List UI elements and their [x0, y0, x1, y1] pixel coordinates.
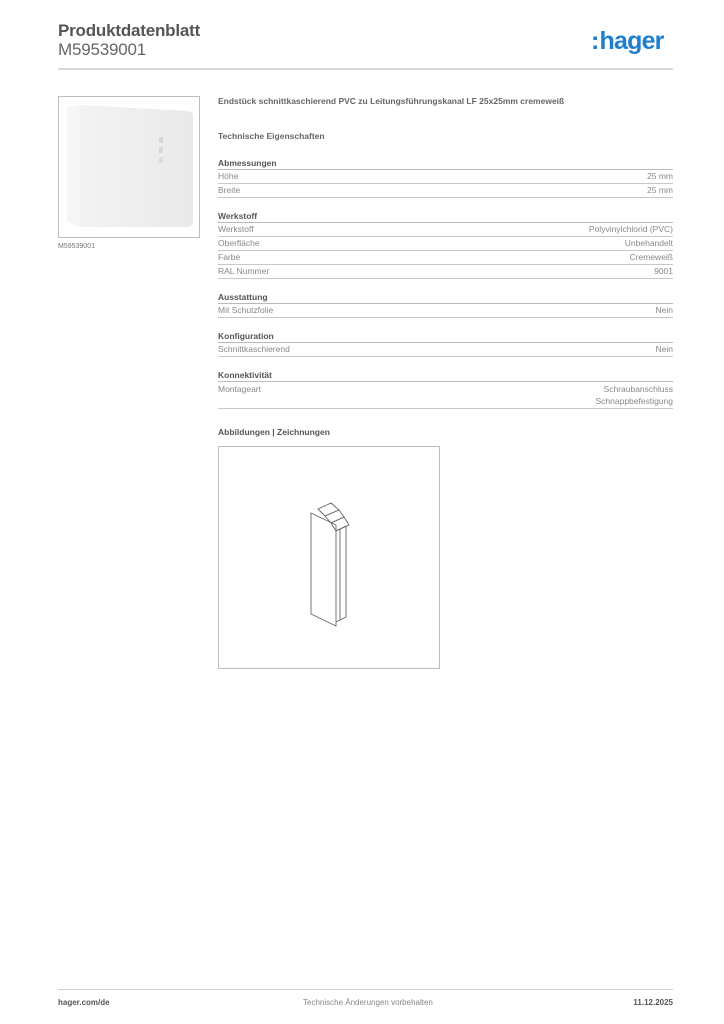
section-title: Abmessungen	[218, 157, 673, 170]
section-material	[218, 210, 673, 279]
product-description: Endstück schnittkaschierend PVC zu Leitungsführungskanal LF 25x25mm cremeweiß	[218, 96, 565, 106]
table-row	[218, 382, 673, 409]
table-row	[218, 170, 673, 184]
row-label: Breite	[218, 185, 241, 195]
end-cap-drawing-icon	[219, 447, 439, 668]
product-photo-icon	[59, 97, 199, 237]
row-label: Mit Schutzfolie	[218, 305, 274, 315]
section-title: Konnektivität	[218, 369, 673, 382]
section-equipment	[218, 291, 673, 318]
row-value-line-1: Schraubanschluss	[603, 384, 673, 394]
footer-website-link[interactable]: hager.com/de	[58, 998, 110, 1007]
section-dimensions	[218, 157, 673, 198]
table-row	[218, 237, 673, 251]
footer-date: 11.12.2025	[633, 998, 673, 1007]
row-value: 9001	[654, 266, 673, 276]
table-row	[218, 304, 673, 318]
logo-colon: :	[591, 27, 599, 55]
row-value: Unbehandelt	[624, 238, 673, 248]
hager-logo	[591, 27, 664, 56]
row-label: Höhe	[218, 171, 239, 181]
product-code: M59539001	[58, 40, 146, 59]
section-title: Werkstoff	[218, 210, 673, 223]
table-row	[218, 251, 673, 265]
section-connectivity	[218, 369, 673, 409]
header-divider	[58, 68, 673, 70]
drawing-frame	[218, 446, 440, 669]
row-value	[595, 383, 673, 407]
logo-text: hager	[599, 27, 664, 55]
section-title: Konfiguration	[218, 330, 673, 343]
row-label: RAL Nummer	[218, 266, 270, 276]
row-value: Polyvinylchlorid (PVC)	[588, 224, 673, 234]
page-title: Produktdatenblatt	[58, 21, 201, 40]
row-value: 25 mm	[647, 171, 673, 181]
row-value-line-2: Schnappbefestigung	[595, 396, 673, 406]
row-value: Nein	[655, 344, 673, 354]
thumbnail-caption: M59539001	[58, 243, 95, 250]
table-row	[218, 223, 673, 237]
row-value: Nein	[655, 305, 673, 315]
product-thumbnail	[58, 96, 200, 238]
row-label: Montageart	[218, 384, 261, 394]
drawings-heading: Abbildungen | Zeichnungen	[218, 427, 330, 437]
row-value: Cremeweiß	[629, 252, 673, 262]
section-configuration	[218, 330, 673, 357]
row-label: Oberfläche	[218, 238, 260, 248]
technical-properties-heading: Technische Eigenschaften	[218, 131, 325, 141]
row-label: Farbe	[218, 252, 241, 262]
table-row	[218, 265, 673, 279]
table-row	[218, 343, 673, 357]
row-label: Werkstoff	[218, 224, 254, 234]
row-label: Schnittkaschierend	[218, 344, 290, 354]
footer-divider	[58, 989, 673, 990]
footer-notice: Technische Änderungen vorbehalten	[303, 998, 433, 1007]
row-value: 25 mm	[647, 185, 673, 195]
table-row	[218, 184, 673, 198]
section-title: Ausstattung	[218, 291, 673, 304]
